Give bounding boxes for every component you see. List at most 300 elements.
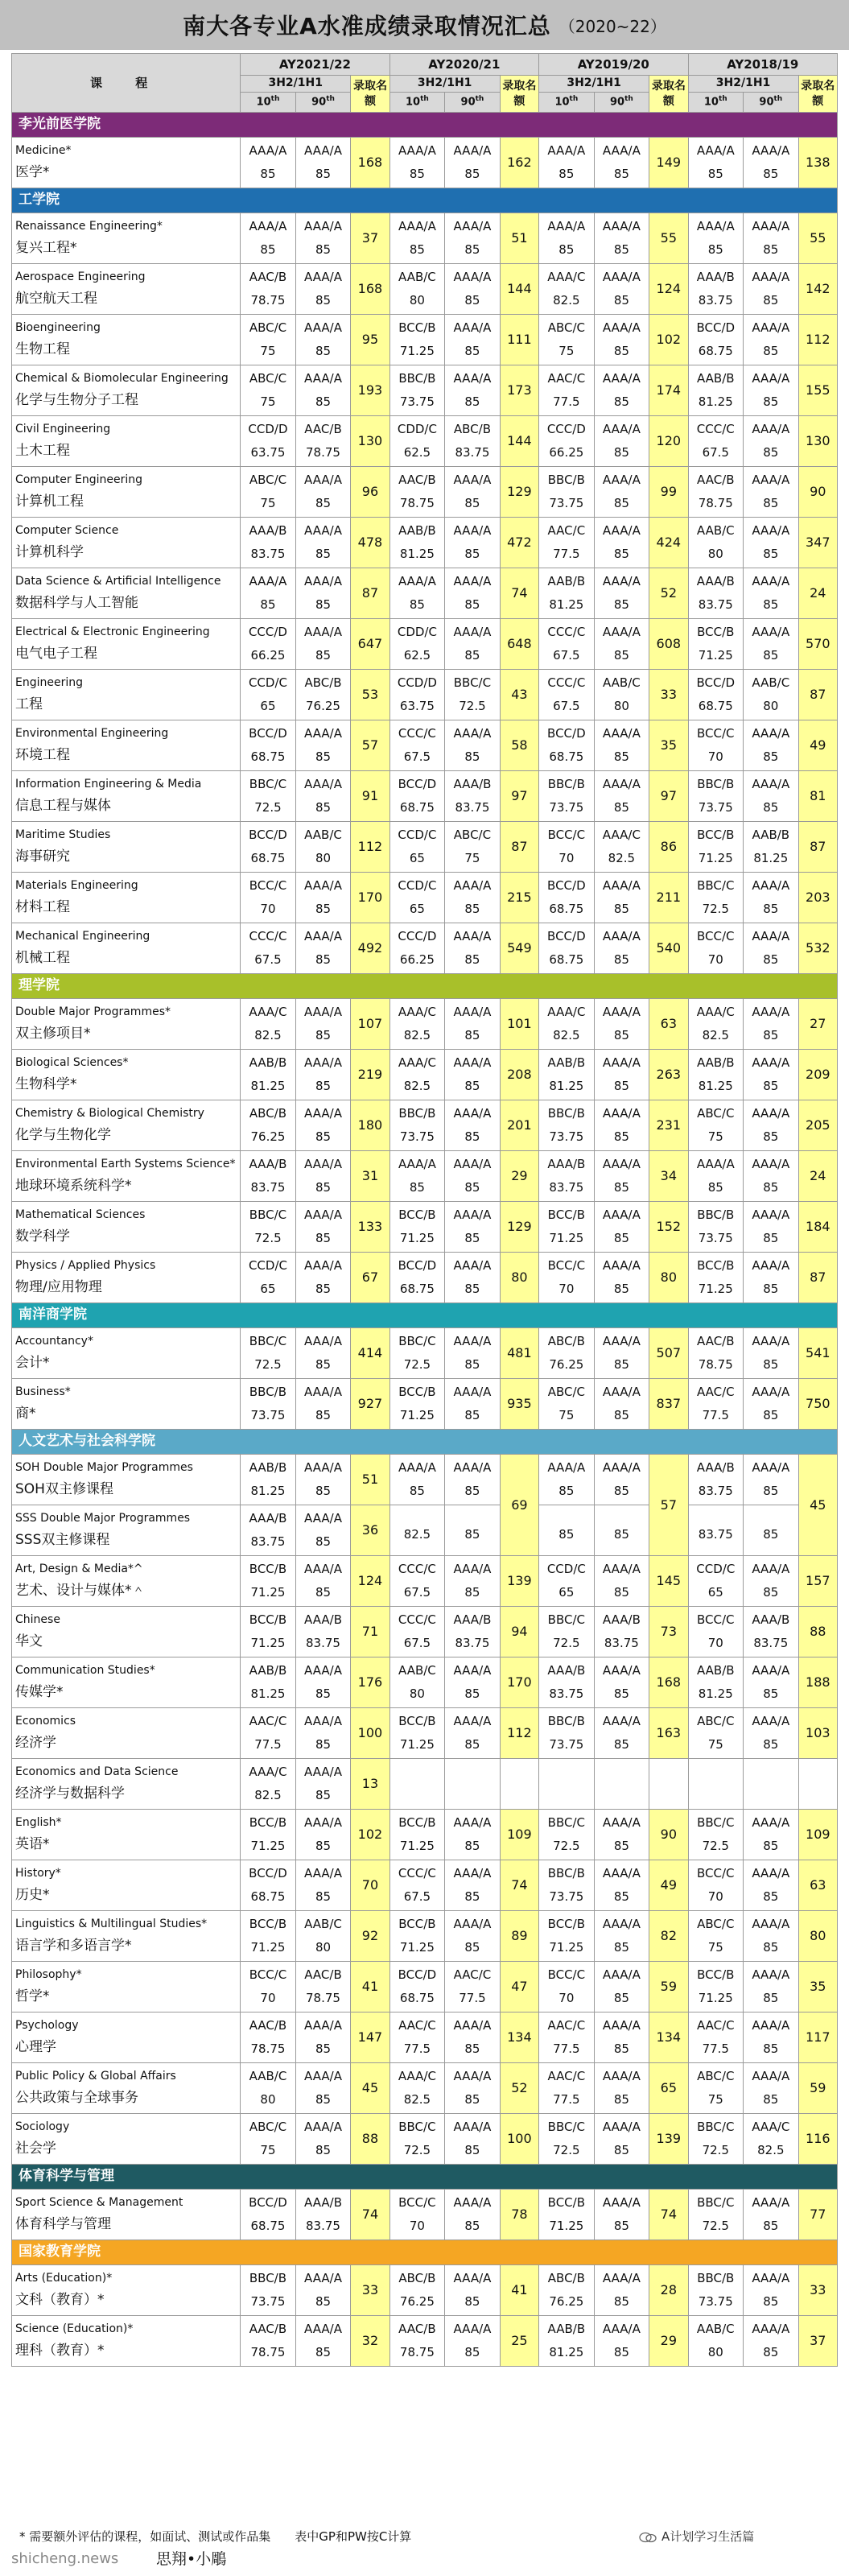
admission-count: 201	[500, 1100, 538, 1151]
grade-cell-10th	[389, 1556, 445, 1607]
grade-cell-90th	[594, 1962, 649, 2013]
points-value: 85	[464, 1357, 480, 1372]
course-row	[12, 1911, 838, 1962]
points-value: 85	[613, 648, 629, 663]
course-name	[12, 1455, 241, 1505]
course-row	[12, 518, 838, 568]
grade-value: AAA/A	[602, 2195, 641, 2211]
points-value: 71.25	[698, 1991, 733, 2005]
course-row	[12, 1860, 838, 1911]
grade-cell-10th	[241, 1810, 296, 1860]
grade-value: AAA/A	[453, 523, 492, 539]
grade-value: BBC/C	[697, 1815, 735, 1831]
course-row	[12, 1759, 838, 1810]
course-name-zh: 复兴工程*	[15, 240, 77, 257]
course-name	[12, 2265, 241, 2316]
grade-cell-10th	[688, 315, 744, 365]
grade-value: CCD/D	[397, 675, 437, 691]
course-row	[12, 1379, 838, 1430]
percentile-suffix: th	[420, 95, 429, 104]
page-subtitle: （2020~22）	[558, 16, 666, 36]
year-header: AY2018/19	[688, 54, 837, 76]
grade-value: ABC/B	[547, 1334, 585, 1349]
course-name-en: SSS Double Major Programmes	[15, 1511, 191, 1525]
grade-value: AAA/A	[304, 1258, 342, 1274]
grade-value: AAA/B	[249, 1511, 287, 1526]
grade-value: AAA/A	[304, 1385, 342, 1400]
admission-count: 144	[500, 416, 538, 467]
points-value: 85	[763, 800, 779, 815]
points-value: 72.5	[553, 1839, 580, 1853]
admission-count: 231	[649, 1100, 688, 1151]
points-value: 85	[613, 2219, 629, 2233]
grade-cell-10th	[688, 619, 744, 670]
grade-value: CCD/C	[248, 1258, 287, 1274]
grade-cell-90th	[744, 518, 799, 568]
course-name-zh: 土木工程	[15, 443, 70, 460]
grade-value: AAA/A	[547, 143, 586, 159]
points-value: 80	[763, 699, 779, 713]
grade-value: BCC/B	[697, 828, 735, 843]
grade-value: AAA/A	[304, 270, 342, 285]
grade-value: ABC/C	[697, 2069, 735, 2084]
grade-value: AAA/A	[304, 1866, 342, 1881]
points-value: 85	[558, 1484, 575, 1498]
points-value: 83.75	[455, 800, 490, 815]
points-value: 85	[613, 1526, 629, 1542]
admission-count: 47	[500, 1962, 538, 2013]
grade-value: AAA/A	[453, 2322, 492, 2337]
grade-cell-10th	[539, 1151, 595, 1202]
admission-count: 37	[351, 213, 389, 264]
grade-value: AAA/A	[453, 1055, 492, 1071]
grade-value: BCC/C	[398, 2195, 436, 2211]
course-name-en: Computer Engineering	[15, 473, 143, 486]
course-row	[12, 416, 838, 467]
points-value: 78.75	[399, 496, 435, 510]
admission-count: 111	[500, 315, 538, 365]
grade-cell-10th	[241, 2013, 296, 2063]
grade-cell-10th	[241, 1962, 296, 2013]
points-value: 77.5	[254, 1737, 282, 1752]
admission-count: 33	[798, 2265, 837, 2316]
grade-cell-90th	[295, 771, 351, 822]
points-value: 73.75	[698, 800, 733, 815]
points-value: 80	[707, 2345, 723, 2359]
course-name-zh: 生物工程	[15, 341, 70, 358]
grade-value: BCC/B	[398, 1714, 436, 1729]
grade-cell-10th	[241, 1657, 296, 1708]
points-value: 83.75	[306, 2219, 340, 2233]
grade-value: AAC/C	[696, 1385, 735, 1400]
points-value: 75	[558, 1408, 575, 1422]
grade-value: AAA/B	[752, 1612, 790, 1628]
grade-cell-10th	[539, 416, 595, 467]
grade-cell-90th	[445, 2190, 501, 2240]
grade-value: AAB/C	[602, 675, 641, 691]
grade-value: AAA/A	[602, 1258, 641, 1274]
points-value: 62.5	[403, 445, 431, 460]
course-name	[12, 1379, 241, 1430]
admission-count: 41	[500, 2265, 538, 2316]
admission-count: 95	[351, 315, 389, 365]
points-value: 85	[315, 1180, 332, 1195]
grade-value: AAA/A	[602, 2069, 641, 2084]
points-value: 85	[763, 293, 779, 308]
course-name-en: Philosophy*	[15, 1967, 82, 1981]
grade-cell-10th	[241, 1328, 296, 1379]
grade-value: AAA/B	[304, 2195, 342, 2211]
grade-value: AAA/B	[453, 1612, 492, 1628]
grade-value: AAA/A	[304, 777, 342, 792]
grade-cell-90th	[445, 873, 501, 923]
points-value: 75	[558, 344, 575, 358]
admission-count: 69	[500, 1455, 538, 1556]
grade-cell-10th	[688, 1911, 744, 1962]
grade-cell-90th	[594, 2013, 649, 2063]
points-value: 85	[464, 1129, 480, 1144]
grade-value: AAA/A	[752, 574, 790, 589]
admission-count: 59	[649, 1962, 688, 2013]
grade-value: AAA/B	[696, 270, 735, 285]
grade-cell-90th	[594, 1708, 649, 1759]
points-value: 85	[763, 1940, 779, 1955]
grade-cell-10th	[539, 1050, 595, 1100]
author-credit: 思翔•小鵰	[156, 2550, 227, 2568]
admission-count: 87	[798, 670, 837, 720]
points-value: 65	[707, 1585, 723, 1600]
school-header-row	[12, 188, 838, 213]
grade-value: AAA/A	[752, 2195, 790, 2211]
course-name	[12, 315, 241, 365]
points-value: 70	[707, 952, 723, 967]
grade-value: ABC/C	[453, 828, 492, 843]
course-name-zh: 物理/应用物理	[15, 1279, 102, 1296]
grade-cell-10th	[241, 1151, 296, 1202]
grade-cell-10th	[688, 264, 744, 315]
grade-cell-10th	[389, 264, 445, 315]
grade-value: AAA/A	[752, 1005, 790, 1020]
grade-value: AAA/A	[304, 625, 342, 640]
percentile-90-header	[744, 93, 799, 113]
grade-value: AAA/A	[752, 1714, 790, 1729]
grade-cell-10th	[389, 873, 445, 923]
grade-value: AAA/A	[398, 1157, 436, 1172]
grade-value: AAA/C	[398, 1055, 436, 1071]
grade-cell-10th	[389, 2190, 445, 2240]
course-name	[12, 670, 241, 720]
grade-cell-90th	[445, 822, 501, 873]
admission-count: 63	[649, 999, 688, 1050]
grade-cell-10th	[688, 2063, 744, 2114]
grade-cell-90th	[744, 2190, 799, 2240]
grade-cell-90th	[445, 1379, 501, 1430]
course-name-zh: 历史*	[15, 1887, 50, 1904]
points-value: 73.75	[698, 1231, 733, 1245]
school-header-row	[12, 1303, 838, 1328]
admission-count: 63	[798, 1860, 837, 1911]
grade-value: ABC/B	[249, 1106, 287, 1121]
course-name-zh: 地球环境系统科学*	[15, 1178, 132, 1195]
grade-value: BCC/B	[697, 1967, 735, 1983]
points-value: 85	[613, 1889, 629, 1904]
points-value: 77.5	[702, 1408, 729, 1422]
grade-cell-90th	[744, 1455, 799, 1505]
grade-value: AAA/A	[453, 270, 492, 285]
course-name-zh: 艺术、设计与媒体*＾	[15, 1583, 146, 1600]
grade-cell-10th	[688, 1556, 744, 1607]
course-row	[12, 213, 838, 264]
admission-count: 80	[500, 1253, 538, 1303]
course-row	[12, 1151, 838, 1202]
grade-cell-90th	[445, 1455, 501, 1505]
course-name	[12, 2190, 241, 2240]
points-value: 83.75	[455, 1636, 490, 1650]
grade-value: AAA/A	[453, 1714, 492, 1729]
grade-value: BCC/D	[398, 777, 437, 792]
points-value: 85	[763, 344, 779, 358]
points-value: 82.5	[403, 1526, 431, 1542]
grade-cell-90th	[445, 1100, 501, 1151]
course-row	[12, 2316, 838, 2367]
percentile-10-header	[688, 93, 744, 113]
points-value: 85	[464, 2219, 480, 2233]
grade-value: AAA/B	[602, 1612, 641, 1628]
grade-value: AAA/A	[696, 1157, 735, 1172]
points-value: 85	[613, 2041, 629, 2056]
course-name-zh: 经济学与数据科学	[15, 1785, 125, 1802]
admission-count: 112	[351, 822, 389, 873]
admission-count: 347	[798, 518, 837, 568]
admission-count: 570	[798, 619, 837, 670]
points-value: 85	[763, 1129, 779, 1144]
points-value: 85	[464, 648, 480, 663]
grade-cell-90th	[744, 2316, 799, 2367]
grade-cell-90th	[295, 1379, 351, 1430]
grade-cell-10th	[389, 365, 445, 416]
grade-cell-10th	[688, 1151, 744, 1202]
grade-value: ABC/C	[249, 371, 287, 386]
grade-cell-10th	[688, 1379, 744, 1430]
points-value: 83.75	[306, 1636, 340, 1650]
grade-cell-10th	[539, 873, 595, 923]
grade-value: AAA/A	[602, 1967, 641, 1983]
admission-count: 124	[649, 264, 688, 315]
points-value: 67.5	[403, 749, 431, 764]
points-value: 67.5	[403, 1889, 431, 1904]
points-value: 85	[315, 167, 332, 181]
grade-value: CCD/D	[248, 422, 288, 437]
points-value: 85	[315, 547, 332, 561]
grade-value: AAA/A	[752, 1562, 790, 1577]
course-name-en: Chemical & Biomolecular Engineering	[15, 371, 229, 385]
grade-value: CCD/C	[248, 675, 287, 691]
grade-cell-10th	[389, 771, 445, 822]
course-row	[12, 619, 838, 670]
points-value: 85	[613, 1686, 629, 1701]
grade-cell-90th	[445, 1911, 501, 1962]
admission-count: 102	[351, 1810, 389, 1860]
grade-cell-90th	[445, 1151, 501, 1202]
grade-value: BCC/B	[398, 1917, 436, 1932]
points-value: 85	[763, 1991, 779, 2005]
grade-cell-10th	[539, 1759, 595, 1810]
grade-value: CCD/C	[696, 1562, 736, 1577]
grade-value: AAA/A	[398, 143, 436, 159]
admission-count: 52	[500, 2063, 538, 2114]
admission-count: 130	[351, 416, 389, 467]
grade-value: AAA/A	[304, 878, 342, 894]
grade-cell-90th	[594, 873, 649, 923]
course-name-zh: 双主修项目*	[15, 1026, 91, 1042]
course-name-zh: 体育科学与管理	[15, 2216, 111, 2233]
grade-cell-90th	[594, 518, 649, 568]
points-value: 78.75	[306, 1991, 340, 2005]
grade-value: AAA/A	[602, 878, 641, 894]
grade-cell-90th	[445, 1202, 501, 1253]
grade-value: AAA/A	[304, 2271, 342, 2286]
points-value: 85	[613, 597, 629, 612]
grade-header: 3H2/1H1	[389, 76, 500, 93]
grade-cell-90th	[744, 1100, 799, 1151]
admission-count: 112	[798, 315, 837, 365]
grade-value: AAA/C	[547, 270, 586, 285]
admission-count: 101	[500, 999, 538, 1050]
course-name	[12, 771, 241, 822]
grade-value: BCC/B	[398, 1815, 436, 1831]
admission-count: 31	[351, 1151, 389, 1202]
course-row	[12, 2063, 838, 2114]
grade-cell-90th	[744, 365, 799, 416]
admission-count: 472	[500, 518, 538, 568]
points-value: 68.75	[549, 952, 584, 967]
points-value: 85	[464, 1686, 480, 1701]
admission-count: 87	[798, 1253, 837, 1303]
points-value: 85	[763, 1585, 779, 1600]
grade-cell-10th	[241, 1455, 296, 1505]
points-value: 71.25	[250, 1636, 286, 1650]
grade-cell-10th	[688, 1657, 744, 1708]
admission-count: 139	[500, 1556, 538, 1607]
grade-value: ABC/C	[697, 1106, 735, 1121]
percentile-value: 90	[460, 96, 476, 109]
admission-count: 155	[798, 365, 837, 416]
grade-cell-10th	[389, 518, 445, 568]
course-name	[12, 1202, 241, 1253]
grade-cell-10th	[389, 315, 445, 365]
course-name	[12, 264, 241, 315]
points-value: 85	[613, 2345, 629, 2359]
watermark	[639, 2528, 754, 2545]
grade-value: AAA/B	[696, 1460, 735, 1476]
grade-cell-10th	[688, 999, 744, 1050]
points-value: 85	[409, 167, 425, 181]
grade-value: AAA/A	[453, 1866, 492, 1881]
footer	[11, 2528, 838, 2545]
grade-value: AAA/A	[752, 1917, 790, 1932]
course-row	[12, 568, 838, 619]
points-value: 85	[613, 952, 629, 967]
grade-header: 3H2/1H1	[688, 76, 798, 93]
grade-value: BBC/B	[697, 2271, 735, 2286]
grade-value: AAA/C	[602, 828, 641, 843]
grade-value: BCC/D	[547, 878, 586, 894]
grade-value: AAA/A	[602, 270, 641, 285]
grade-value: AAA/A	[602, 2120, 641, 2135]
grade-cell-90th	[295, 822, 351, 873]
points-value: 85	[613, 496, 629, 510]
grade-cell-90th	[295, 568, 351, 619]
points-value: 85	[409, 597, 425, 612]
points-value: 76.25	[306, 699, 340, 713]
course-name	[12, 2316, 241, 2367]
grade-value: AAA/A	[752, 270, 790, 285]
grade-cell-10th	[241, 1100, 296, 1151]
points-value: 62.5	[403, 648, 431, 663]
grade-value: ABC/C	[697, 1917, 735, 1932]
grade-cell-90th	[295, 2265, 351, 2316]
points-value: 85	[315, 749, 332, 764]
grade-value: AAA/A	[752, 726, 790, 741]
points-value: 85	[613, 1940, 629, 1955]
grade-value: BBC/C	[547, 1612, 585, 1628]
grade-cell-10th	[539, 2063, 595, 2114]
course-row	[12, 467, 838, 518]
course-name	[12, 518, 241, 568]
points-value: 85	[315, 293, 332, 308]
admission-count: 608	[649, 619, 688, 670]
points-value: 85	[613, 800, 629, 815]
school-header-row	[12, 974, 838, 999]
grade-cell-90th	[295, 518, 351, 568]
points-value: 85	[315, 1028, 332, 1042]
grade-value: AAA/A	[602, 2018, 641, 2033]
grade-cell-10th	[241, 822, 296, 873]
grade-value: AAB/B	[547, 574, 586, 589]
admission-count: 184	[798, 1202, 837, 1253]
grade-cell-90th	[744, 2013, 799, 2063]
course-name	[12, 2063, 241, 2114]
school-name: 理学院	[12, 974, 838, 999]
points-value: 85	[613, 1737, 629, 1752]
grade-value: AAC/B	[249, 2018, 287, 2033]
school-name: 体育科学与管理	[12, 2165, 838, 2190]
grade-value: AAA/B	[547, 1157, 586, 1172]
course-name-en: Environmental Engineering	[15, 726, 169, 740]
admission-count: 87	[500, 822, 538, 873]
grade-cell-90th	[744, 1505, 799, 1556]
grade-value: AAA/A	[304, 1815, 342, 1831]
grade-cell-90th	[295, 1962, 351, 2013]
admission-count: 25	[500, 2316, 538, 2367]
grade-value: AAA/A	[249, 219, 287, 234]
grade-value: ABC/B	[547, 2271, 585, 2286]
grade-value: CCC/C	[547, 675, 586, 691]
admission-count: 41	[351, 1962, 389, 2013]
course-name	[12, 365, 241, 416]
points-value: 85	[409, 1484, 425, 1498]
grade-cell-90th	[445, 2114, 501, 2165]
course-row	[12, 2190, 838, 2240]
points-value: 80	[260, 2092, 276, 2107]
grade-value: BCC/D	[696, 675, 736, 691]
grade-cell-10th	[241, 2265, 296, 2316]
points-value: 85	[464, 952, 480, 967]
grade-value: BBC/C	[697, 878, 735, 894]
grade-cell-10th	[241, 518, 296, 568]
grade-value: AAA/C	[249, 1765, 287, 1780]
course-name	[12, 1100, 241, 1151]
